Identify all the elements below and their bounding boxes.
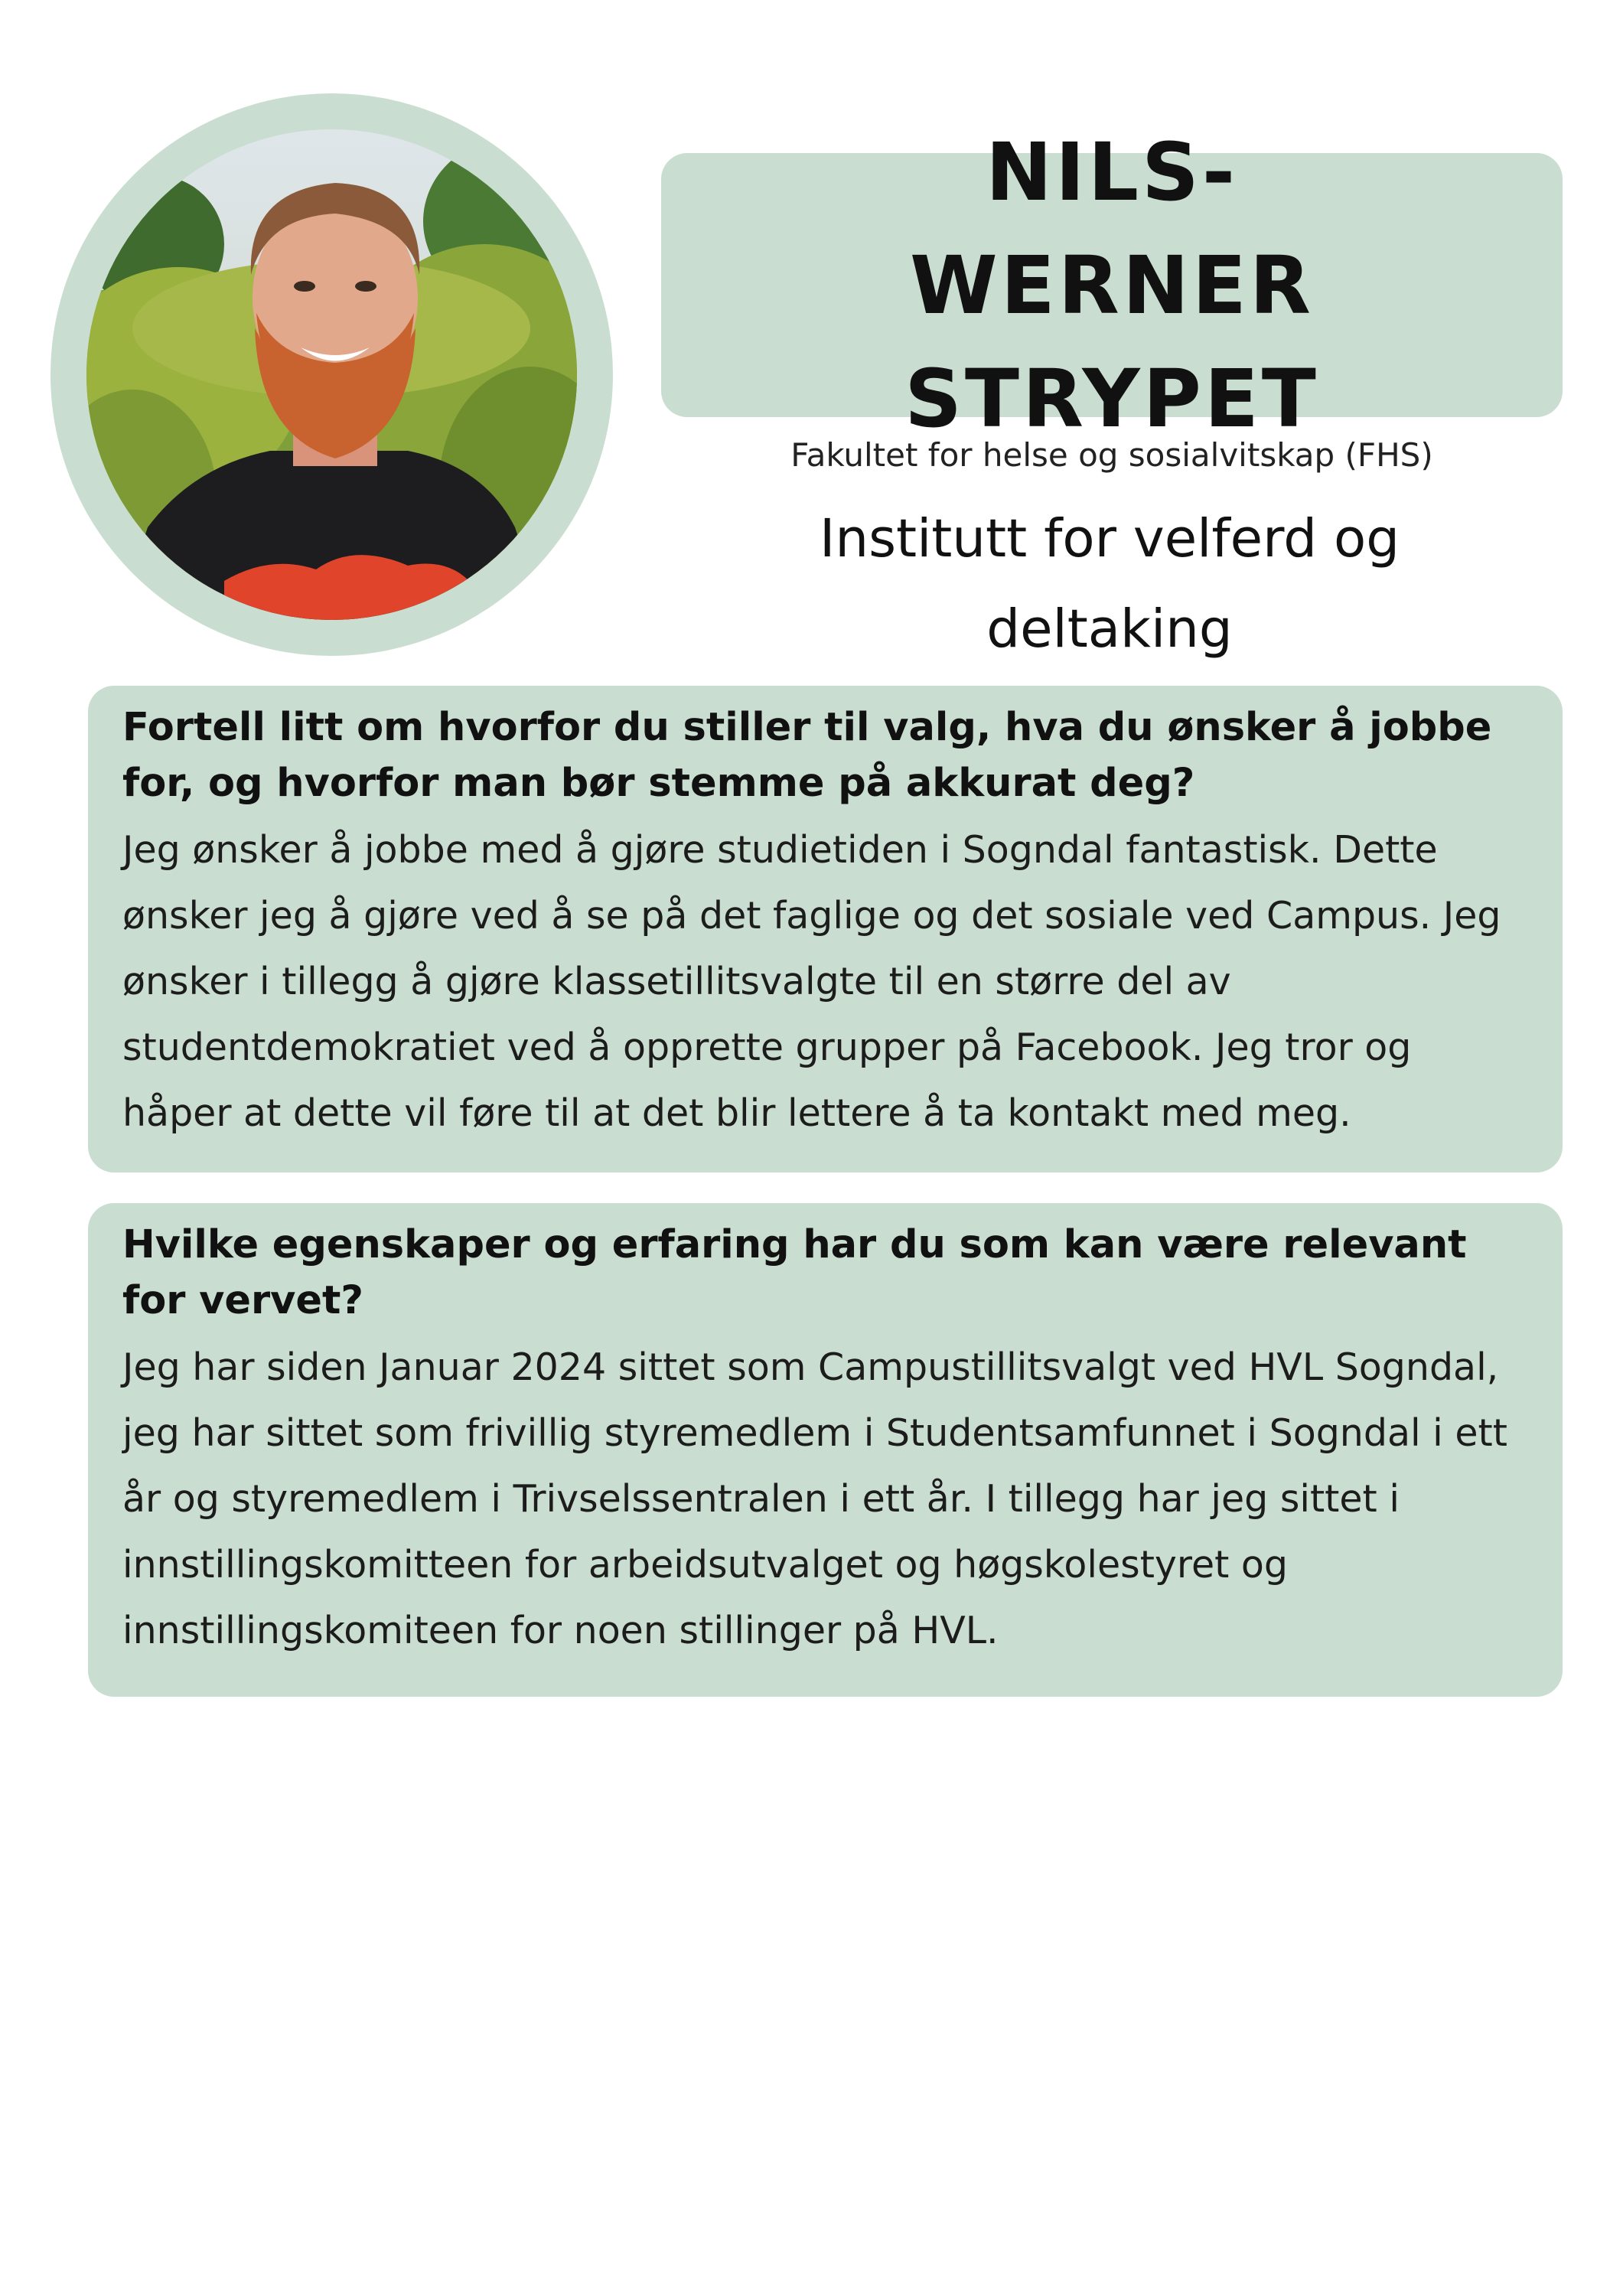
profile-photo-frame xyxy=(51,93,613,656)
name-banner xyxy=(661,125,1563,445)
profile-photo xyxy=(86,129,577,620)
faculty-label: Fakultet for helse og sosialvitskap (FHS) xyxy=(790,436,1433,474)
institute-label: Institutt for velferd og deltaking xyxy=(820,508,1400,660)
question-heading: Hvilke egenskaper og erfaring har du som kan være relevant for vervet? xyxy=(122,1222,1467,1323)
question-card-motivation xyxy=(88,686,1563,1172)
question-card-experience xyxy=(88,1203,1563,1697)
answer-text: Jeg har siden Januar 2024 sittet som Campustillitsvalgt ved HVL Sogndal, jeg har sittet som frivillig styremedlem i Studentsamfunnet i Sogndal i ett år og styremedlem i Trivselssentralen i ett år. I tillegg har jeg sittet i innstillingskomitteen for arbeidsutvalget og høgskolestyret og innstillingskomiteen for noen stillinger på HVL. xyxy=(122,1345,1507,1652)
answer-text: Jeg ønsker å jobbe med å gjøre studietiden i Sogndal fantastisk. Dette ønsker jeg å gjøre ved å se på det faglige og det sosiale ved Campus. Jeg ønsker i tillegg å gjøre klassetillitsvalgte til en større del av studentdemokratiet ved å opprette grupper på Facebook. Jeg tror og håper at dette vil føre til at det blir lettere å ta kontakt med meg. xyxy=(122,828,1501,1135)
portrait-illustration xyxy=(86,129,577,620)
question-heading: Fortell litt om hvorfor du stiller til valg, hva du ønsker å jobbe for, og hvorfor man bør stemme på akkurat deg? xyxy=(122,705,1492,806)
candidate-name: NILS-WERNER STRYPET xyxy=(904,125,1319,445)
